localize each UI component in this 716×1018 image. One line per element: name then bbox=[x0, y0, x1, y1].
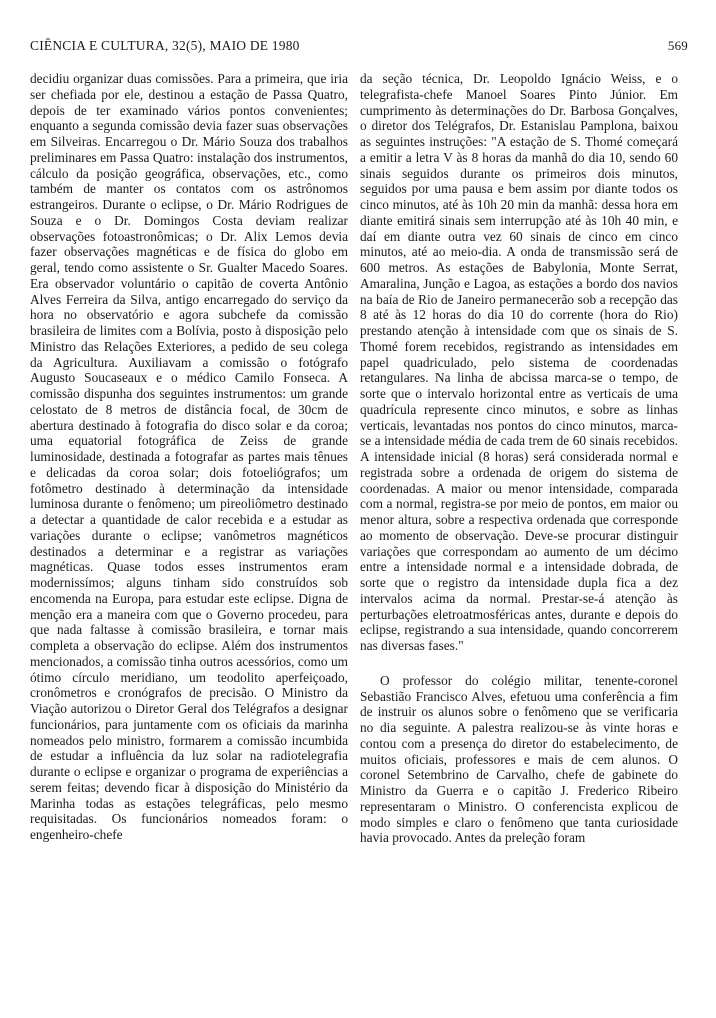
paragraph: O professor do colégio militar, tenente-coronel Sebastião Francisco Alves, efetuou uma conferência a fim de instruir os alunos sobre o fenômeno que se verificaria no dia seguinte. A palestra realizou-se às vinte horas e contou com a presença do diretor do estabelecimento, de muitos oficiais, professores e mais de cem alunos. O coronel Setembrino de Carvalho, chefe de gabinete do Ministro da Guerra e o capitão J. Frederico Ribeiro representaram o Ministro. O conferencista explicou de modo simples e claro o fenômeno que tanta curiosidade havia provocado. Antes da preleção foram bbox=[360, 672, 678, 846]
paragraph: da seção técnica, Dr. Leopoldo Ignácio Weiss, e o telegrafista-chefe Manoel Soares Pinto Júnior. Em cumprimento às determinações do Dr. Barbosa Gonçalves, o diretor dos Telégrafos, Dr. Estanislau Pamplona, baixou as seguintes instruções: "A estação de S. Thomé começará a emitir a letra V às 8 horas da manhã do dia 10, sendo 60 sinais seguidos durante os primeiros dois minutos, seguidos por uma pausa e bem assim por diante todos os cinco minutos, até às 10h 20 min da manhã: dessa hora em diante emitirá sinais sem interrupção até às 10h 40 min, e daí em diante outra vez 60 sinais de cinco em cinco minutos, até ao meio-dia. A onda de transmissão será de 600 metros. As estações de Babylonia, Monte Serrat, Amaralina, Junção e Lagoa, as estações a bordo dos navios na baía de Rio de Janeiro permanecerão sob a recepção das 8 até às 12 horas do dia 10 do corrente (hora do Rio) prestando atenção à intensidade com que os sinais de S. Thomé forem recebidos, registrando as intensidades em papel quadriculado, pelo sistema de coordenadas retangulares. Na linha de abcissa marca-se o tempo, de sorte que o intervalo horizontal entre as verticais de uma quadrícula represente cinco minutos, e sobre as linhas verticais, levantadas nos pontos do cinco minutos, marca-se a intensidade média de cada trem de 60 sinais recebidos. A intensidade inicial (8 horas) será considerada normal e registrada sobre a ordenada de origem do sistema de coordenadas. A maior ou menor intensidade, comparada com a normal, registra-se por meio de pontos, em maior ou menor altura, sobre a respectiva ordenada que corresponde ao momento de observação. Deve-se procurar distinguir variações que correspondam ao aumento de um décimo entre a intensidade normal e a intensidade dobrada, de sorte que o registro da intensidade dupla fica a dez intervalos acima da normal. Prestar-se-á atenção às perturbações eletroatmosféricas antes, durante e depois do eclipse, registrando a sua intensidade, quando concorrerem nas diversas fases." bbox=[360, 71, 678, 653]
page-number: 569 bbox=[667, 38, 688, 53]
right-column bbox=[360, 71, 678, 846]
page-header bbox=[30, 38, 688, 54]
left-column bbox=[30, 71, 348, 843]
journal-title: CIÊNCIA E CULTURA, 32(5), MAIO DE 1980 bbox=[30, 38, 300, 53]
paragraph: decidiu organizar duas comissões. Para a primeira, que iria ser chefiada por ele, destinou a estação de Passa Quatro, depois de ter examinado vários pontos convenientes; enquanto a segunda comissão devia fazer suas observações em Silveiras. Encarregou o Dr. Mário Souza dos trabalhos preliminares em Passa Quatro: instalação dos instrumentos, cálculo da posição geográfica, observações, etc., como também de manter os contatos com os astrônomos estrangeiros. Durante o eclipse, o Dr. Mário Rodrigues de Souza e o Dr. Domingos Costa deviam realizar observações fotoastronômicas; o Dr. Alix Lemos devia fazer observações magnéticas e de física do globo em geral, tendo como assistente o Sr. Gualter Macedo Soares. Era observador voluntário o capitão de coverta Antônio Alves Ferreira da Silva, antigo encarregado do serviço da hora no observatório e agora subchefe da comissão brasileira de limites com a Bolívia, posto à disposição pelo Ministro das Relações Exteriores, a pedido de seu colega da Agricultura. Auxiliavam a comissão o fotógrafo Augusto Soucaseaux e o médico Camilo Fonseca. A comissão dispunha dos seguintes instrumentos: um grande celostato de 8 metros de distância focal, de 30cm de abertura destinado à fotografia do disco solar e da coroa; uma equatorial fotográfica de Zeiss de grande luminosidade, destinada a fotografar as partes mais tênues e delicadas da coroa solar; dois fotoeliógrafos; um fotômetro destinado à determinação da intensidade luminosa durante o fenômeno; um pireoliômetro destinado a detectar a quantidade de calor recebida e a estudar as variações durante o eclipse; vanômetros magnéticos destinados a determinar e a registrar as variações magnéticas. Quase todos esses instrumentos eram modernissímos; alguns tinham sido construídos sob encomenda na Europa, para estudar este eclipse. Digna de menção era a maneira com que o Governo procedeu, para que nada faltasse à comissão brasileira, e tornar mais completa a observação do eclipse. Além dos instrumentos mencionados, a comissão tinha outros acessórios, como um ótimo círculo meridiano, um teodolito aperfeiçoado, cronômetros e cronógrafos de precisão. O Ministro da Viação autorizou o Diretor Geral dos Telégrafos a designar funcionários, para juntamente com os oficiais da marinha nomeados pelo ministro, formarem a comissão incumbida de estudar a influência da luz solar na radiotelegrafia durante o eclipse e organizar o programa de experiências a serem feitas; devendo ficar à disposição do Ministério da Marinha todas as estações telegráficas, pelo mesmo requisitadas. Os funcionários nomeados foram: o engenheiro-chefe bbox=[30, 71, 348, 842]
